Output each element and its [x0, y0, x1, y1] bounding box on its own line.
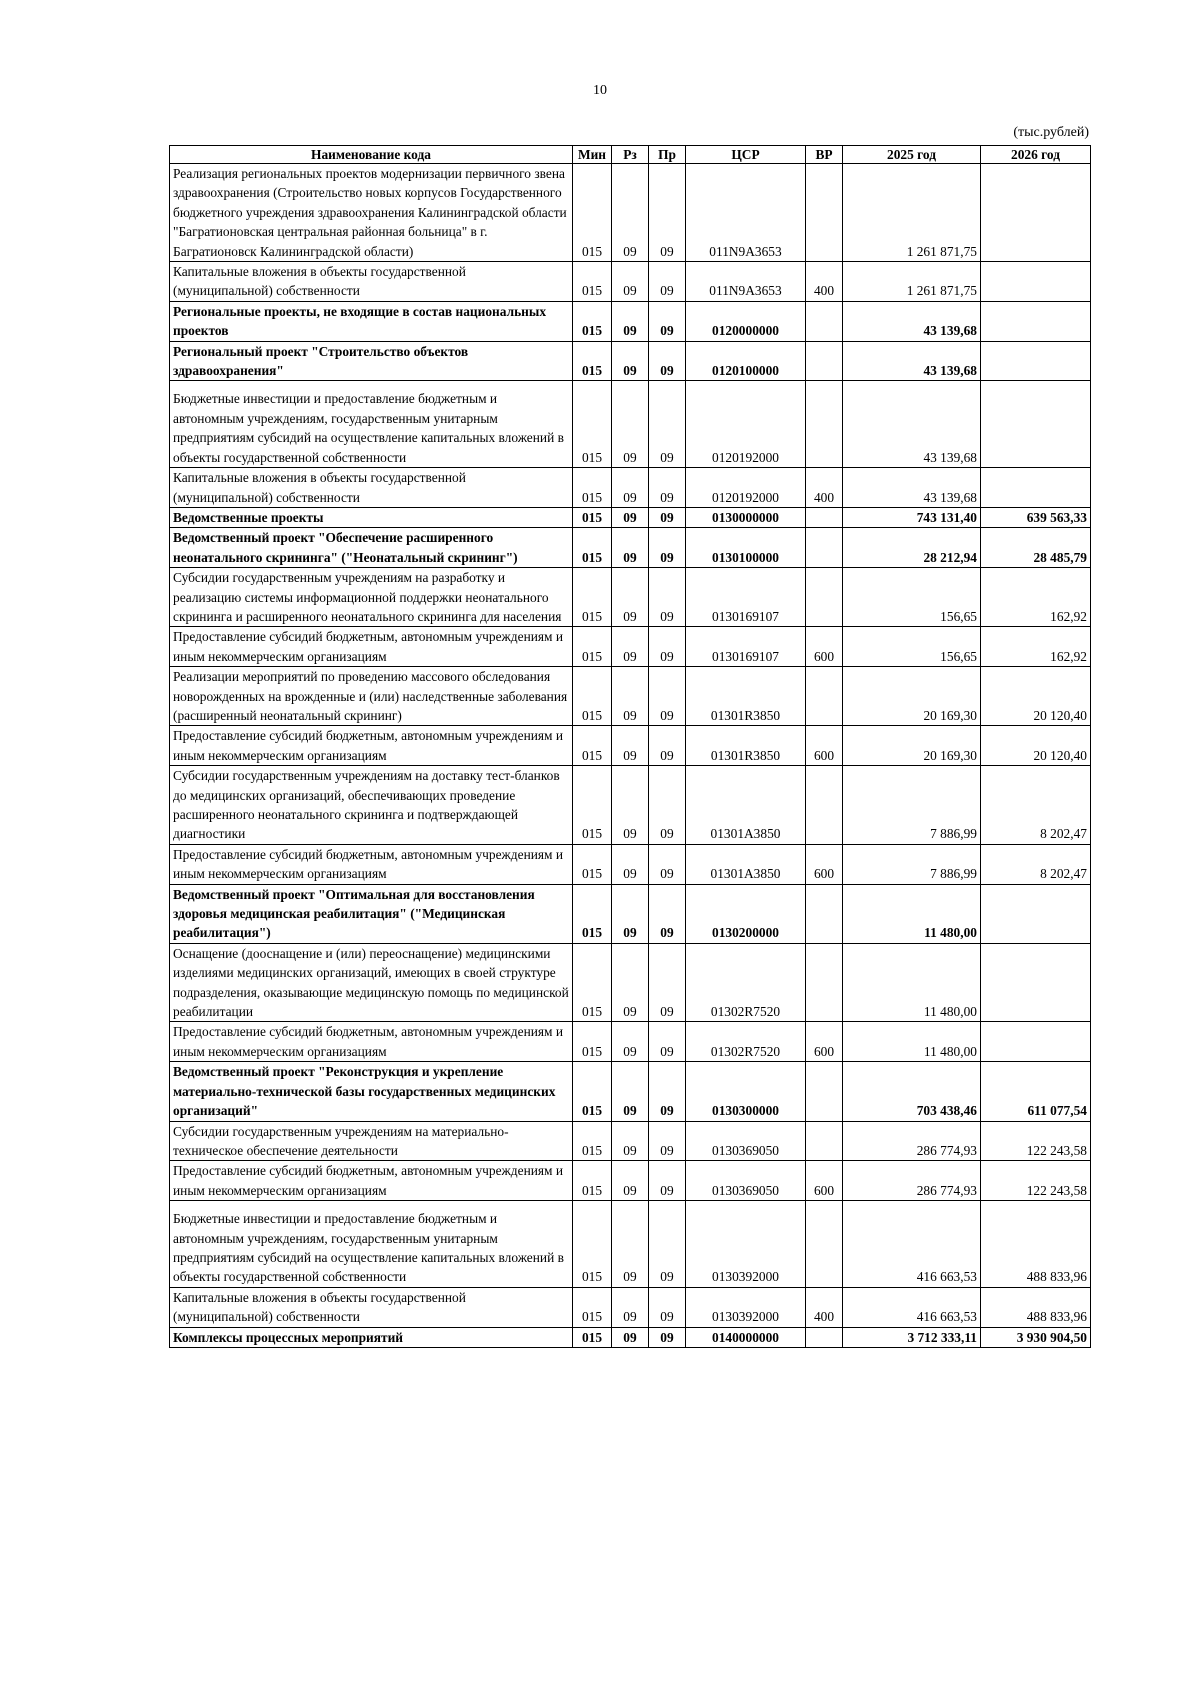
- table-row: [170, 262, 1091, 302]
- row-min: 015: [573, 507, 612, 527]
- table-row: [170, 884, 1091, 943]
- row-min: 015: [573, 766, 612, 845]
- row-csr: 01301A3850: [686, 766, 806, 845]
- row-name: Субсидии государственным учреждениям на материально-техническое обеспечение деятельности: [170, 1121, 573, 1161]
- row-min: 015: [573, 262, 612, 302]
- row-amount-2026: [981, 301, 1091, 341]
- row-amount-2026: [981, 468, 1091, 508]
- row-rz: 09: [612, 1201, 649, 1288]
- row-amount-2025: 3 712 333,11: [843, 1327, 981, 1347]
- row-min: 015: [573, 844, 612, 884]
- row-min: 015: [573, 1201, 612, 1288]
- row-rz: 09: [612, 766, 649, 845]
- row-rz: 09: [612, 943, 649, 1022]
- table-row: [170, 844, 1091, 884]
- table-row: [170, 667, 1091, 726]
- row-vr: [806, 381, 843, 468]
- row-rz: 09: [612, 528, 649, 568]
- row-min: 015: [573, 1161, 612, 1201]
- row-rz: 09: [612, 341, 649, 381]
- table-body: [170, 164, 1091, 1348]
- row-pr: 09: [649, 1022, 686, 1062]
- header-name: Наименование кода: [170, 146, 573, 164]
- row-pr: 09: [649, 568, 686, 627]
- row-min: 015: [573, 1287, 612, 1327]
- row-pr: 09: [649, 1161, 686, 1201]
- row-pr: 09: [649, 528, 686, 568]
- row-min: 015: [573, 1121, 612, 1161]
- row-vr: [806, 1327, 843, 1347]
- header-rz: Рз: [612, 146, 649, 164]
- row-name: Предоставление субсидий бюджетным, автономным учреждениям и иным некоммерческим организациям: [170, 1022, 573, 1062]
- row-pr: 09: [649, 1121, 686, 1161]
- row-pr: 09: [649, 726, 686, 766]
- row-min: 015: [573, 468, 612, 508]
- row-amount-2025: 7 886,99: [843, 844, 981, 884]
- row-amount-2026: 20 120,40: [981, 667, 1091, 726]
- row-amount-2025: 43 139,68: [843, 341, 981, 381]
- row-vr: 600: [806, 844, 843, 884]
- table-row: [170, 381, 1091, 468]
- row-amount-2026: 488 833,96: [981, 1201, 1091, 1288]
- row-name: Капитальные вложения в объекты государственной (муниципальной) собственности: [170, 468, 573, 508]
- table-row: [170, 943, 1091, 1022]
- row-csr: 0130169107: [686, 627, 806, 667]
- page-number: 10: [593, 83, 607, 98]
- row-vr: 400: [806, 1287, 843, 1327]
- row-amount-2026: 20 120,40: [981, 726, 1091, 766]
- table-row: [170, 528, 1091, 568]
- row-min: 015: [573, 301, 612, 341]
- row-name: Реализации мероприятий по проведению массового обследования новорожденных на врожденные и (или) наследственные заболевания (расширенный неонатальный скрининг): [170, 667, 573, 726]
- row-amount-2026: 639 563,33: [981, 507, 1091, 527]
- row-name: Предоставление субсидий бюджетным, автономным учреждениям и иным некоммерческим организациям: [170, 1161, 573, 1201]
- row-csr: 01301A3850: [686, 844, 806, 884]
- row-min: 015: [573, 164, 612, 262]
- row-vr: 600: [806, 726, 843, 766]
- row-pr: 09: [649, 381, 686, 468]
- row-amount-2026: [981, 884, 1091, 943]
- row-rz: 09: [612, 1161, 649, 1201]
- row-min: 015: [573, 528, 612, 568]
- row-pr: 09: [649, 507, 686, 527]
- row-vr: [806, 1121, 843, 1161]
- row-pr: 09: [649, 1327, 686, 1347]
- row-rz: 09: [612, 507, 649, 527]
- row-min: 015: [573, 667, 612, 726]
- row-name: Региональные проекты, не входящие в состав национальных проектов: [170, 301, 573, 341]
- row-vr: [806, 568, 843, 627]
- row-rz: 09: [612, 1121, 649, 1161]
- row-pr: 09: [649, 884, 686, 943]
- header-2025: 2025 год: [843, 146, 981, 164]
- row-csr: 0120100000: [686, 341, 806, 381]
- units-label: (тыс.рублей): [1013, 125, 1089, 140]
- row-pr: 09: [649, 164, 686, 262]
- row-csr: 011N9A3653: [686, 262, 806, 302]
- row-csr: 0130200000: [686, 884, 806, 943]
- row-amount-2026: [981, 341, 1091, 381]
- table-row: [170, 1201, 1091, 1288]
- row-name: Реализация региональных проектов модернизации первичного звена здравоохранения (Строительство новых корпусов Государственного бюджетного учреждения здравоохранения Калининградской области "Багратионовская центральная районная больница" в г. Багратионовск Калининградской области): [170, 164, 573, 262]
- row-rz: 09: [612, 726, 649, 766]
- row-csr: 0130392000: [686, 1201, 806, 1288]
- table-row: [170, 507, 1091, 527]
- row-min: 015: [573, 627, 612, 667]
- table-row: [170, 1327, 1091, 1347]
- row-amount-2026: 122 243,58: [981, 1161, 1091, 1201]
- row-name: Региональный проект "Строительство объектов здравоохранения": [170, 341, 573, 381]
- row-min: 015: [573, 943, 612, 1022]
- table-row: [170, 726, 1091, 766]
- row-amount-2025: 11 480,00: [843, 884, 981, 943]
- row-pr: 09: [649, 341, 686, 381]
- row-csr: 01301R3850: [686, 667, 806, 726]
- row-pr: 09: [649, 1201, 686, 1288]
- row-csr: 01302R7520: [686, 943, 806, 1022]
- row-min: 015: [573, 1062, 612, 1121]
- row-amount-2026: 8 202,47: [981, 844, 1091, 884]
- row-amount-2026: [981, 262, 1091, 302]
- row-amount-2026: 122 243,58: [981, 1121, 1091, 1161]
- row-rz: 09: [612, 381, 649, 468]
- row-vr: [806, 1201, 843, 1288]
- table-row: [170, 1022, 1091, 1062]
- row-amount-2026: 162,92: [981, 627, 1091, 667]
- row-amount-2026: 28 485,79: [981, 528, 1091, 568]
- row-amount-2025: 286 774,93: [843, 1161, 981, 1201]
- row-amount-2025: 7 886,99: [843, 766, 981, 845]
- row-amount-2025: 28 212,94: [843, 528, 981, 568]
- row-csr: 01301R3850: [686, 726, 806, 766]
- row-csr: 0130000000: [686, 507, 806, 527]
- row-amount-2025: 1 261 871,75: [843, 262, 981, 302]
- row-amount-2026: 162,92: [981, 568, 1091, 627]
- row-vr: 600: [806, 1022, 843, 1062]
- row-csr: 0130169107: [686, 568, 806, 627]
- row-vr: [806, 667, 843, 726]
- row-amount-2025: 20 169,30: [843, 726, 981, 766]
- table-row: [170, 766, 1091, 845]
- row-amount-2025: 1 261 871,75: [843, 164, 981, 262]
- table-row: [170, 1161, 1091, 1201]
- row-vr: [806, 507, 843, 527]
- header-csr: ЦСР: [686, 146, 806, 164]
- row-name: Ведомственные проекты: [170, 507, 573, 527]
- table-row: [170, 301, 1091, 341]
- row-vr: [806, 766, 843, 845]
- row-rz: 09: [612, 1287, 649, 1327]
- row-name: Ведомственный проект "Оптимальная для восстановления здоровья медицинская реабилитация" ("Медицинская реабилитация"): [170, 884, 573, 943]
- row-amount-2025: 43 139,68: [843, 381, 981, 468]
- row-vr: 400: [806, 262, 843, 302]
- row-pr: 09: [649, 943, 686, 1022]
- row-amount-2026: [981, 381, 1091, 468]
- row-vr: 600: [806, 1161, 843, 1201]
- row-amount-2026: [981, 943, 1091, 1022]
- table-row: [170, 341, 1091, 381]
- table-row: [170, 568, 1091, 627]
- row-min: 015: [573, 884, 612, 943]
- header-vr: ВР: [806, 146, 843, 164]
- row-amount-2025: 156,65: [843, 627, 981, 667]
- row-csr: 011N9A3653: [686, 164, 806, 262]
- row-min: 015: [573, 726, 612, 766]
- row-csr: 0130369050: [686, 1161, 806, 1201]
- row-pr: 09: [649, 468, 686, 508]
- row-rz: 09: [612, 164, 649, 262]
- row-vr: [806, 884, 843, 943]
- table-header-row: [170, 146, 1091, 164]
- header-min: Мин: [573, 146, 612, 164]
- row-amount-2025: 286 774,93: [843, 1121, 981, 1161]
- row-csr: 0140000000: [686, 1327, 806, 1347]
- row-rz: 09: [612, 667, 649, 726]
- table-row: [170, 1121, 1091, 1161]
- row-rz: 09: [612, 1062, 649, 1121]
- row-name: Субсидии государственным учреждениям на разработку и реализацию системы информационной поддержки неонатального скрининга и расширенного неонатального скрининга для населения: [170, 568, 573, 627]
- row-name: Субсидии государственным учреждениям на доставку тест-бланков до медицинских организаций, обеспечивающих проведение расширенного неонатального скрининга и подтверждающей диагностики: [170, 766, 573, 845]
- row-amount-2026: [981, 164, 1091, 262]
- row-amount-2025: 156,65: [843, 568, 981, 627]
- row-name: Оснащение (дооснащение и (или) переоснащение) медицинскими изделиями медицинских организаций, имеющих в своей структуре подразделения, оказывающие медицинскую помощь по медицинской реабилитации: [170, 943, 573, 1022]
- row-name: Предоставление субсидий бюджетным, автономным учреждениям и иным некоммерческим организациям: [170, 726, 573, 766]
- row-rz: 09: [612, 568, 649, 627]
- row-csr: 01302R7520: [686, 1022, 806, 1062]
- row-vr: 600: [806, 627, 843, 667]
- row-name: Предоставление субсидий бюджетным, автономным учреждениям и иным некоммерческим организациям: [170, 844, 573, 884]
- row-rz: 09: [612, 627, 649, 667]
- row-pr: 09: [649, 301, 686, 341]
- row-csr: 0130369050: [686, 1121, 806, 1161]
- row-amount-2025: 43 139,68: [843, 301, 981, 341]
- row-csr: 0120000000: [686, 301, 806, 341]
- table-row: [170, 1287, 1091, 1327]
- row-pr: 09: [649, 627, 686, 667]
- row-min: 015: [573, 1327, 612, 1347]
- row-rz: 09: [612, 1022, 649, 1062]
- row-min: 015: [573, 341, 612, 381]
- table-row: [170, 468, 1091, 508]
- row-amount-2026: 488 833,96: [981, 1287, 1091, 1327]
- row-csr: 0130300000: [686, 1062, 806, 1121]
- row-rz: 09: [612, 844, 649, 884]
- row-name: Ведомственный проект "Обеспечение расширенного неонатального скрининга" ("Неонатальный скрининг"): [170, 528, 573, 568]
- header-pr: Пр: [649, 146, 686, 164]
- row-min: 015: [573, 568, 612, 627]
- row-amount-2025: 743 131,40: [843, 507, 981, 527]
- table-row: [170, 164, 1091, 262]
- row-name: Бюджетные инвестиции и предоставление бюджетным и автономным учреждениям, государственным унитарным предприятиям субсидий на осуществление капитальных вложений в объекты государственной собственности: [170, 1201, 573, 1288]
- row-amount-2026: 3 930 904,50: [981, 1327, 1091, 1347]
- row-rz: 09: [612, 884, 649, 943]
- header-2026: 2026 год: [981, 146, 1091, 164]
- row-amount-2025: 43 139,68: [843, 468, 981, 508]
- row-csr: 0130392000: [686, 1287, 806, 1327]
- row-rz: 09: [612, 301, 649, 341]
- row-name: Капитальные вложения в объекты государственной (муниципальной) собственности: [170, 1287, 573, 1327]
- row-rz: 09: [612, 468, 649, 508]
- row-vr: [806, 943, 843, 1022]
- row-csr: 0120192000: [686, 381, 806, 468]
- row-vr: [806, 1062, 843, 1121]
- row-rz: 09: [612, 262, 649, 302]
- row-csr: 0130100000: [686, 528, 806, 568]
- row-pr: 09: [649, 1287, 686, 1327]
- row-vr: [806, 164, 843, 262]
- row-min: 015: [573, 381, 612, 468]
- row-amount-2026: 611 077,54: [981, 1062, 1091, 1121]
- row-name: Предоставление субсидий бюджетным, автономным учреждениям и иным некоммерческим организациям: [170, 627, 573, 667]
- row-amount-2025: 416 663,53: [843, 1287, 981, 1327]
- budget-table: [169, 145, 1091, 1348]
- row-rz: 09: [612, 1327, 649, 1347]
- row-csr: 0120192000: [686, 468, 806, 508]
- row-vr: [806, 301, 843, 341]
- row-pr: 09: [649, 667, 686, 726]
- row-amount-2026: [981, 1022, 1091, 1062]
- row-pr: 09: [649, 262, 686, 302]
- table-row: [170, 1062, 1091, 1121]
- row-amount-2025: 703 438,46: [843, 1062, 981, 1121]
- row-pr: 09: [649, 844, 686, 884]
- table-row: [170, 627, 1091, 667]
- row-name: Бюджетные инвестиции и предоставление бюджетным и автономным учреждениям, государственным унитарным предприятиям субсидий на осуществление капитальных вложений в объекты государственной собственности: [170, 381, 573, 468]
- row-vr: [806, 528, 843, 568]
- row-pr: 09: [649, 1062, 686, 1121]
- row-pr: 09: [649, 766, 686, 845]
- row-name: Капитальные вложения в объекты государственной (муниципальной) собственности: [170, 262, 573, 302]
- row-amount-2025: 11 480,00: [843, 943, 981, 1022]
- row-vr: [806, 341, 843, 381]
- row-amount-2025: 11 480,00: [843, 1022, 981, 1062]
- row-min: 015: [573, 1022, 612, 1062]
- row-name: Ведомственный проект "Реконструкция и укрепление материально-технической базы государственных медицинских организаций": [170, 1062, 573, 1121]
- row-amount-2025: 416 663,53: [843, 1201, 981, 1288]
- row-vr: 400: [806, 468, 843, 508]
- row-name: Комплексы процессных мероприятий: [170, 1327, 573, 1347]
- row-amount-2026: 8 202,47: [981, 766, 1091, 845]
- row-amount-2025: 20 169,30: [843, 667, 981, 726]
